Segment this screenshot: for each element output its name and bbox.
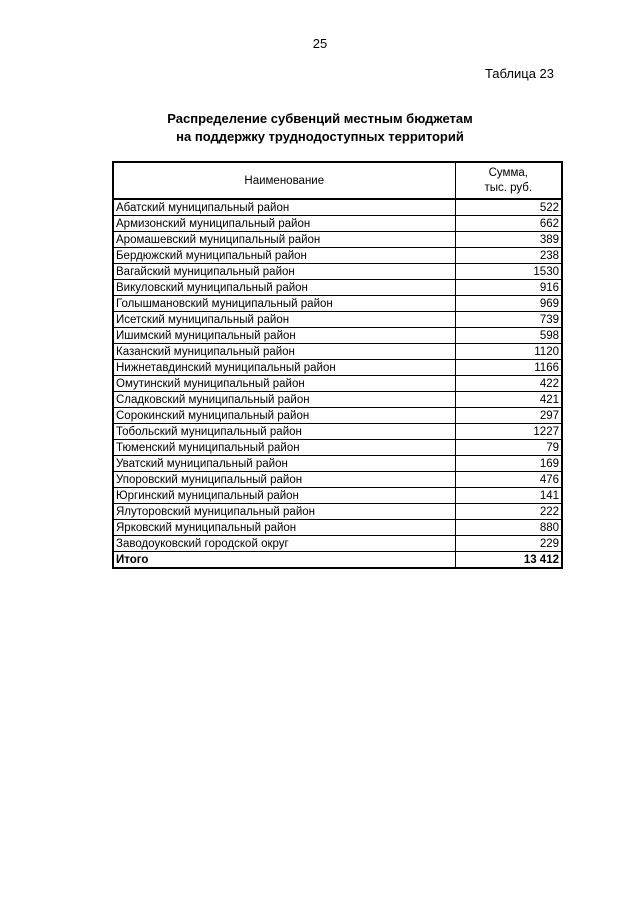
row-name: Нижнетавдинский муниципальный район — [113, 360, 455, 376]
title-line-2: на поддержку труднодоступных территорий — [176, 129, 464, 144]
row-sum: 916 — [455, 280, 562, 296]
row-sum: 1120 — [455, 344, 562, 360]
row-sum: 389 — [455, 232, 562, 248]
row-sum: 522 — [455, 199, 562, 216]
row-sum: 297 — [455, 408, 562, 424]
row-sum: 422 — [455, 376, 562, 392]
header-sum-line-1: Сумма, — [488, 166, 528, 179]
row-name: Сорокинский муниципальный район — [113, 408, 455, 424]
row-name: Бердюжский муниципальный район — [113, 248, 455, 264]
row-sum: 229 — [455, 536, 562, 552]
table-row — [113, 296, 562, 312]
table-row — [113, 199, 562, 216]
row-sum: 476 — [455, 472, 562, 488]
table-row — [113, 488, 562, 504]
row-name: Упоровский муниципальный район — [113, 472, 455, 488]
row-sum: 880 — [455, 520, 562, 536]
table-row — [113, 392, 562, 408]
row-name: Викуловский муниципальный район — [113, 280, 455, 296]
row-name: Ялуторовский муниципальный район — [113, 504, 455, 520]
table-row — [113, 312, 562, 328]
page-number: 25 — [312, 36, 328, 51]
table-row — [113, 408, 562, 424]
row-name: Вагайский муниципальный район — [113, 264, 455, 280]
row-name: Исетский муниципальный район — [113, 312, 455, 328]
row-sum: 662 — [455, 216, 562, 232]
table-row — [113, 344, 562, 360]
document-title — [0, 110, 640, 146]
table-row — [113, 360, 562, 376]
table-row — [113, 264, 562, 280]
table-row — [113, 536, 562, 552]
row-sum: 598 — [455, 328, 562, 344]
row-name: Сладковский муниципальный район — [113, 392, 455, 408]
table-body — [113, 199, 562, 568]
table-row — [113, 424, 562, 440]
row-name: Армизонский муниципальный район — [113, 216, 455, 232]
row-sum: 222 — [455, 504, 562, 520]
total-row — [113, 552, 562, 569]
table-row — [113, 456, 562, 472]
title-line-1: Распределение субвенций местным бюджетам — [167, 111, 473, 126]
row-sum: 1166 — [455, 360, 562, 376]
total-label: Итого — [113, 552, 455, 569]
row-sum: 421 — [455, 392, 562, 408]
row-sum: 238 — [455, 248, 562, 264]
row-sum: 1227 — [455, 424, 562, 440]
row-name: Голышмановский муниципальный район — [113, 296, 455, 312]
table-row — [113, 280, 562, 296]
row-sum: 1530 — [455, 264, 562, 280]
row-name: Тюменский муниципальный район — [113, 440, 455, 456]
row-name: Казанский муниципальный район — [113, 344, 455, 360]
table-row — [113, 216, 562, 232]
table-row — [113, 440, 562, 456]
table-row — [113, 376, 562, 392]
header-sum-line-2: тыс. руб. — [484, 181, 533, 194]
row-name: Абатский муниципальный район — [113, 199, 455, 216]
table-row — [113, 232, 562, 248]
row-sum: 739 — [455, 312, 562, 328]
header-sum — [455, 162, 562, 199]
row-sum: 169 — [455, 456, 562, 472]
table-header-row — [113, 162, 562, 199]
row-name: Заводоуковский городской округ — [113, 536, 455, 552]
row-sum: 969 — [455, 296, 562, 312]
table-row — [113, 504, 562, 520]
table-row — [113, 520, 562, 536]
total-sum: 13 412 — [455, 552, 562, 569]
row-name: Ярковский муниципальный район — [113, 520, 455, 536]
table-row — [113, 328, 562, 344]
row-name: Юргинский муниципальный район — [113, 488, 455, 504]
row-name: Уватский муниципальный район — [113, 456, 455, 472]
header-name: Наименование — [113, 162, 455, 199]
row-name: Омутинский муниципальный район — [113, 376, 455, 392]
row-name: Аромашевский муниципальный район — [113, 232, 455, 248]
row-sum: 79 — [455, 440, 562, 456]
row-name: Ишимский муниципальный район — [113, 328, 455, 344]
subvention-table — [112, 161, 563, 569]
table-label: Таблица 23 — [484, 66, 554, 81]
table-row — [113, 248, 562, 264]
table-row — [113, 472, 562, 488]
row-sum: 141 — [455, 488, 562, 504]
row-name: Тобольский муниципальный район — [113, 424, 455, 440]
